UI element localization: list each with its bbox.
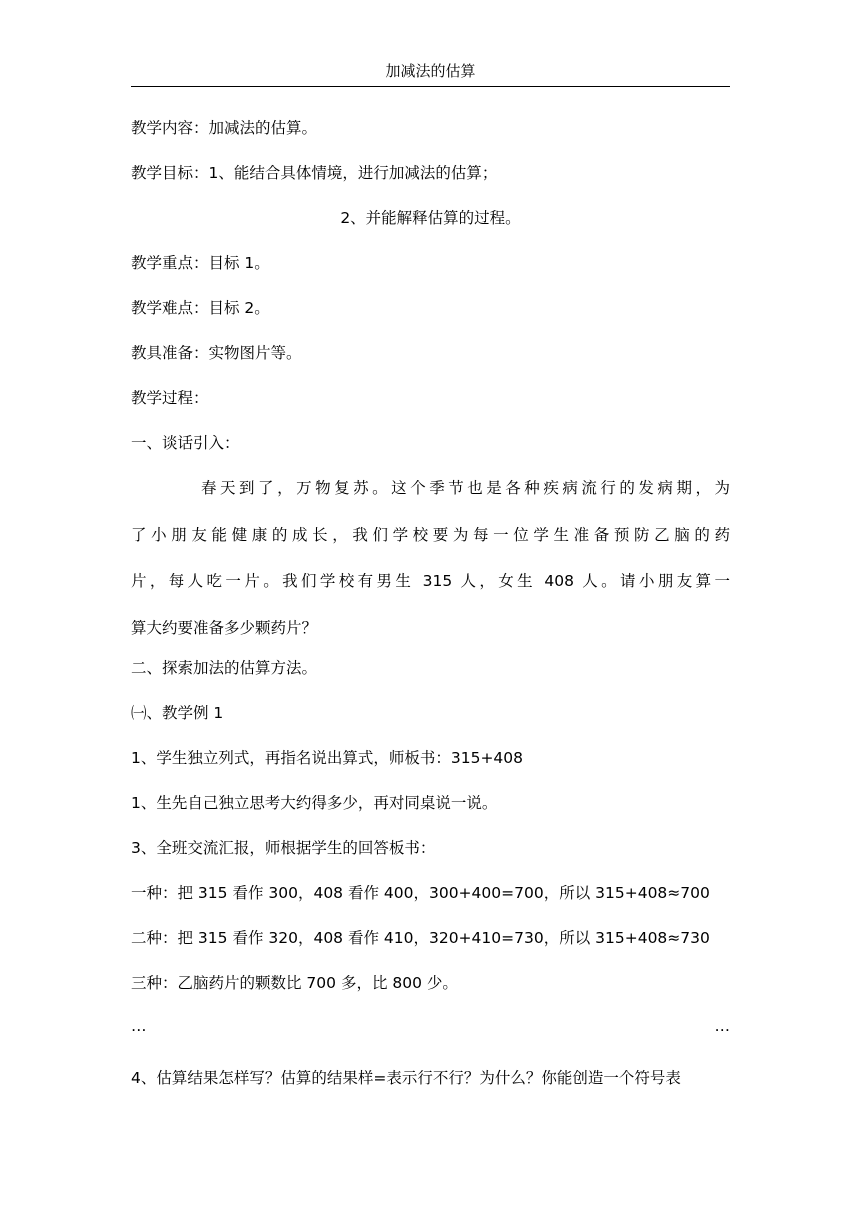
teaching-key-point: 教学重点：目标 1。: [131, 254, 270, 272]
intro-paragraph-line: 片，每人吃一片。我们学校有男生 315 人，女生 408 人。请小朋友算一: [131, 572, 730, 590]
teaching-content: 教学内容：加减法的估算。: [131, 119, 318, 137]
ellipsis-right: …: [714, 1017, 730, 1035]
section-1-heading: 一、谈话引入：: [131, 434, 240, 452]
ellipsis-left: …: [131, 1017, 147, 1035]
teaching-difficulty: 教学难点：目标 2。: [131, 299, 270, 317]
page-header: 加减法的估算: [131, 56, 730, 87]
intro-paragraph-line: 春天到了，万物复苏。这个季节也是各种疾病流行的发病期，为: [201, 479, 730, 497]
ellipsis-row: [131, 1015, 730, 1037]
step-4: 4、估算结果怎样写？估算的结果样=表示行不行？为什么？你能创造一个符号表: [131, 1069, 681, 1087]
teaching-goal-1: 教学目标：1、能结合具体情境，进行加减法的估算；: [131, 164, 498, 182]
intro-paragraph-line: 算大约要准备多少颗药片？: [131, 618, 318, 637]
intro-paragraph: [131, 477, 730, 639]
teaching-process-heading: 教学过程：: [131, 389, 209, 407]
teaching-materials: 教具准备：实物图片等。: [131, 344, 302, 362]
step-2: 1、生先自己独立思考大约得多少，再对同桌说一说。: [131, 794, 498, 812]
intro-paragraph-line: 了小朋友能健康的成长，我们学校要为每一位学生准备预防乙脑的药: [131, 525, 730, 544]
step-1: 1、学生独立列式，再指名说出算式，师板书：315+408: [131, 749, 524, 767]
section-2-heading: 二、探索加法的估算方法。: [131, 659, 318, 677]
step-3: 3、全班交流汇报，师根据学生的回答板书：: [131, 839, 436, 857]
example-1-heading: ㈠、教学例 1: [131, 704, 224, 722]
method-1: 一种：把 315 看作 300，408 看作 400，300+400=700，所以 315+408≈700: [131, 884, 710, 902]
method-3: 三种：乙脑药片的颗数比 700 多，比 800 少。: [131, 974, 458, 992]
method-2: 二种：把 315 看作 320，408 看作 410，320+410=730，所以 315+408≈730: [131, 929, 710, 947]
teaching-goal-2: 2、并能解释估算的过程。: [340, 209, 521, 227]
